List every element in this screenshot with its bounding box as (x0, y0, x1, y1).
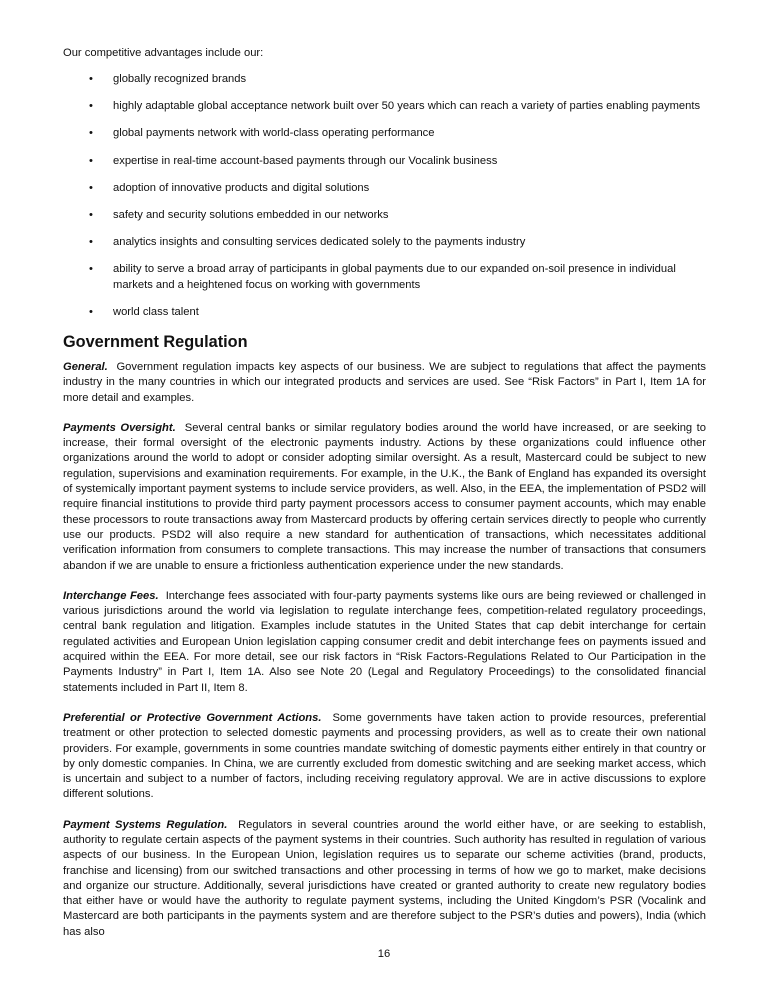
paragraph-text: Regulators in several countries around the world either have, or are seeking to establish, authority to regulate certain aspects of the payment systems in their countries. Such authority has resulted in regulation of various aspects of our business. In the European Union, legislation requires us to separate our scheme activities (brand, products, franchise and licensing) from our switched transactions and other processing in terms of how we go to market, make decisions and organize our structure. Additionally, several jurisdictions have created or granted authority to create new regulatory bodies that either have or would have the authority to regulate payment systems, including the United Kingdom’s PSR (Vocalink and Mastercard are both participants in the payments system and are therefore subject to the PSR’s duties and powers), India (which has also (63, 818, 707, 938)
paragraph-payments-oversight (63, 421, 706, 574)
paragraph-general (63, 360, 706, 406)
list-item: • safety and security solutions embedded in our networks (63, 208, 706, 223)
bullet-icon: • (89, 305, 93, 318)
list-item: • ability to serve a broad array of participants in global payments due to our expanded on-soil presence in individual markets and a heightened focus on working with governments (89, 263, 676, 291)
bullet-icon: • (89, 181, 93, 194)
bullet-icon: • (89, 73, 93, 85)
paragraph-text: Government regulation impacts key aspects of our business. We are subject to regulations that affect the payments industry in the many countries in which our integrated products and services are used. See “Risk Factors” in Part I, Item 1A for more detail and examples. (63, 360, 706, 404)
page-number: 16 (377, 948, 391, 960)
bullet-icon: • (89, 263, 93, 276)
list-item: • adoption of innovative products and digital solutions (63, 181, 706, 196)
bullet-icon: • (89, 208, 93, 221)
paragraph-text: Interchange fees associated with four-party payments systems like ours are being reviewed or challenged in various jurisdictions around the world via legislation to regulate interchange fees, competition-related regulatory proceedings, central bank regulation and litigation. Examples include statutes in the United States that cap debit interchange for certain regulated activities and European Union legislation capping consumer credit and debit interchange fees on payments issued and acquired within the EEA. For more detail, see our risk factors in “Risk Factors-Regulations Related to Our Participation in the Payments Industry” in Part I, Item 1A. Also see Note 20 (Legal and Regulatory Proceedings) to the consolidated financial statements included in Part II, Item 8. (63, 589, 707, 694)
paragraph-heading: Payments Oversight. (63, 421, 176, 434)
paragraph-heading: Interchange Fees. (63, 589, 159, 602)
advantages-list (63, 72, 706, 320)
section-title: Government Regulation (63, 332, 248, 351)
list-item: • expertise in real-time account-based payments through our Vocalink business (63, 154, 706, 169)
list-item: • global payments network with world-class operating performance (63, 126, 706, 141)
paragraph-payment-systems-regulation (63, 818, 706, 940)
bullet-icon: • (89, 100, 93, 113)
list-item: • highly adaptable global acceptance network built over 50 years which can reach a variety of parties enabling payments (63, 99, 706, 114)
list-item: • world class talent (63, 305, 706, 320)
paragraph-heading: Preferential or Protective Government Actions. (63, 711, 322, 724)
paragraph-text: Several central banks or similar regulatory bodies around the world have increased, or are seeking to increase, their formal oversight of the electronic payments industry. Actions by these organizations could influence other organizations around the world to adopt or consider adopting similar oversight. As a result, Mastercard could be subject to new regulation, supervisions and examination requirements. For example, in the U.K., the Bank of England has expanded its oversight of systemically important payment systems to include service providers, as well. Also, in the EEA, the implementation of PSD2 will require financial institutions to provide third party payment processors access to consumer payment accounts, which may enable these processors to route transactions away from Mastercard products by offering certain services directly to people who currently use our products. PSD2 will also require a new standard for authentication of transactions, which necessitates additional verification information from consumers to complete transactions. This may increase the number of transactions that consumers abandon if we are unable to ensure a frictionless authentication experience under the new standards. (63, 421, 707, 572)
bullet-icon: • (89, 127, 93, 140)
paragraph-text: Some governments have taken action to provide resources, preferential treatment or other protection to selected domestic payments and processing providers, as well as to create their own national providers. For example, governments in some countries mandate switching of domestic payments either entirely in that country or by only domestic companies. In China, we are currently excluded from domestic switching and are seeking market access, which is uncertain and subject to a number of factors, including receiving regulatory approval. We are in active discussions to explore different solutions. (63, 711, 707, 801)
paragraph-heading: General. (63, 360, 108, 373)
list-item: • globally recognized brands (63, 72, 706, 87)
bullet-icon: • (89, 236, 93, 249)
paragraph-interchange-fees (63, 589, 706, 696)
paragraph-heading: Payment Systems Regulation. (63, 818, 228, 831)
bullet-icon: • (89, 154, 93, 167)
document-page (63, 46, 706, 955)
list-item: • analytics insights and consulting services dedicated solely to the payments industry (63, 235, 706, 250)
intro-text: Our competitive advantages include our: (63, 47, 264, 59)
paragraph-preferential-actions (63, 711, 706, 803)
